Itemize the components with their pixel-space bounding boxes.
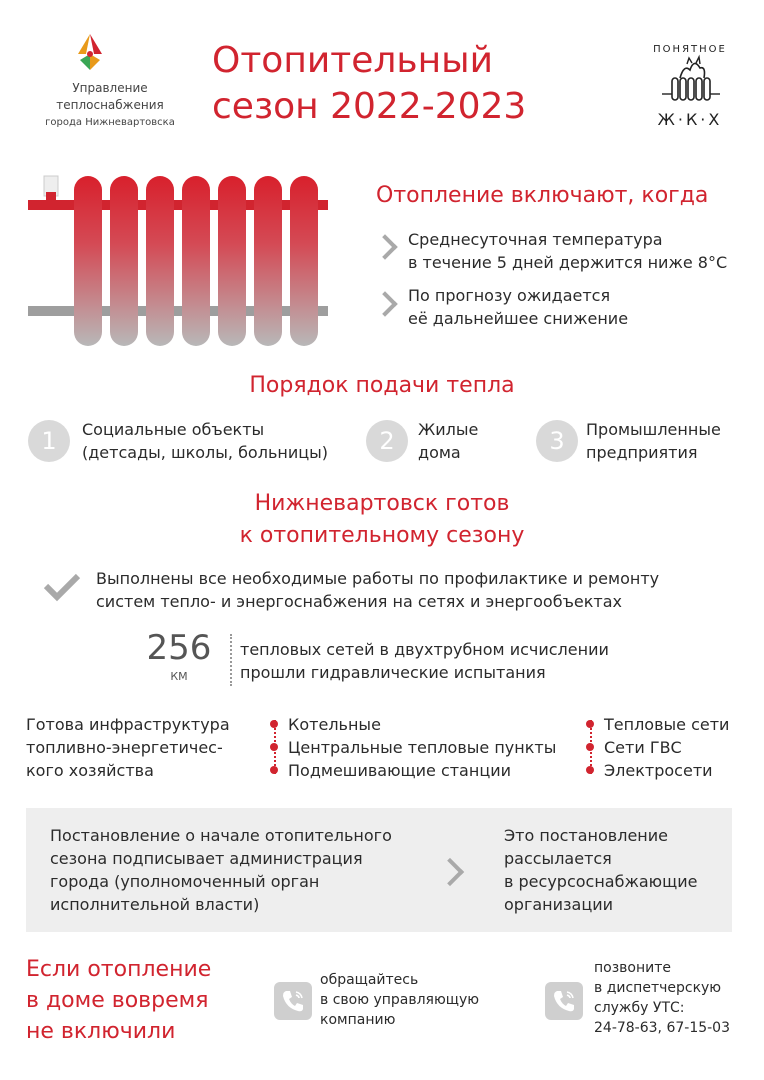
org-emblem-icon <box>66 30 114 74</box>
page-title <box>212 38 526 130</box>
decree-left-line-2: сезона подписывает администрация <box>50 849 363 868</box>
bullet-dot <box>270 766 278 774</box>
works-line-2: систем тепло- и энергоснабжения на сетях и энергообъектах <box>96 592 622 611</box>
infra-item: Сети ГВС <box>604 738 682 757</box>
footer-title-line-2: в доме вовремя <box>26 988 209 1013</box>
step-number-2: 2 <box>366 420 408 462</box>
contact-dispatch <box>594 958 730 1038</box>
infra-item: Котельные <box>288 715 381 734</box>
order-title: Порядок подачи тепла <box>249 373 515 398</box>
km-line-1: тепловых сетей в двухтрубном исчислении <box>240 640 609 659</box>
ready-title-line-2: к отопительному сезону <box>239 523 525 548</box>
decree-right-line-4: организации <box>504 895 614 914</box>
chevron-right-icon <box>436 858 464 886</box>
condition-1-line-1: Среднесуточная температура <box>408 230 663 249</box>
title-line-1: Отопительный <box>212 40 493 81</box>
step-number-1: 1 <box>28 420 70 462</box>
infra-col1 <box>288 713 556 782</box>
heating-on-title: Отопление включают, когда <box>376 183 709 208</box>
decree-panel <box>26 808 732 932</box>
km-unit: КМ <box>170 670 188 683</box>
org-line-2: теплоснабжения <box>56 98 164 112</box>
decree-right-line-3: в ресурсоснабжающие <box>504 872 698 891</box>
decree-left-line-3: города (уполномоченный орган <box>50 872 320 891</box>
km-divider <box>230 634 232 686</box>
step-2-line-1: Жилые <box>418 420 479 439</box>
contact1-line-3: компанию <box>320 1012 396 1028</box>
logo-right-top: ПОНЯТНОЕ <box>653 44 727 55</box>
understandable-zhkh-logo <box>640 44 740 134</box>
decree-right <box>504 824 697 916</box>
infra-label-line-1: Готова инфраструктура <box>26 715 230 734</box>
footer-title <box>26 954 211 1047</box>
footer-title-line-3: не включили <box>26 1019 176 1044</box>
decree-right-line-1: Это постановление <box>504 826 668 845</box>
step-1-line-1: Социальные объекты <box>82 420 265 439</box>
contact1-line-2: в свою управляющую <box>320 992 480 1008</box>
works-line-1: Выполнены все необходимые работы по профилактике и ремонту <box>96 569 660 588</box>
ready-title <box>0 488 764 552</box>
contact2-line-1: позвоните <box>594 960 671 976</box>
step-3-line-1: Промышленные <box>586 420 721 439</box>
chevron-right-icon <box>372 291 397 316</box>
km-description <box>240 638 609 684</box>
infra-label-line-2: топливно-энергетичес- <box>26 738 223 757</box>
radiator-illustration <box>24 168 334 352</box>
title-line-2: сезон 2022-2023 <box>212 86 527 127</box>
infra-label <box>26 713 230 782</box>
condition-1-line-2: в течение 5 дней держится ниже 8°С <box>408 253 728 272</box>
contact-management-company <box>320 970 479 1030</box>
checkmark-icon <box>42 572 82 602</box>
chevron-right-icon <box>372 234 397 259</box>
bullet-dot <box>586 720 594 728</box>
infra-item: Тепловые сети <box>604 715 730 734</box>
logo-right-bottom: Ж·К·Х <box>657 110 723 129</box>
step-2-line-2: дома <box>418 443 461 462</box>
bullet-dot <box>586 743 594 751</box>
ready-title-line-1: Нижневартовск готов <box>254 491 510 516</box>
org-line-3: города Нижневартовска <box>45 117 175 128</box>
infra-item: Подмешивающие станции <box>288 761 512 780</box>
decree-left-line-1: Постановление о начале отопительного <box>50 826 392 845</box>
infra-label-line-3: кого хозяйства <box>26 761 154 780</box>
phone-icon <box>274 982 312 1020</box>
heating-condition-2 <box>408 284 628 330</box>
bullet-dot <box>270 720 278 728</box>
heating-condition-1 <box>408 228 727 274</box>
phone-icon <box>545 982 583 1020</box>
step-1-line-2: (детсады, школы, больницы) <box>82 443 328 462</box>
km-line-2: прошли гидравлические испытания <box>240 663 546 682</box>
bullet-dot <box>270 743 278 751</box>
contact2-line-3: службу УТС: <box>594 1000 685 1016</box>
step-number-3: 3 <box>536 420 578 462</box>
decree-left <box>50 824 392 916</box>
contact1-line-1: обращайтесь <box>320 972 419 988</box>
step-1 <box>82 418 328 464</box>
infra-item: Электросети <box>604 761 713 780</box>
step-3 <box>586 418 721 464</box>
org-line-1: Управление <box>72 81 148 95</box>
condition-2-line-2: её дальнейшее снижение <box>408 309 629 328</box>
contact2-line-2: в диспетчерскую <box>594 980 722 996</box>
footer-title-line-1: Если отопление <box>26 957 212 982</box>
km-value: 256 <box>146 628 212 668</box>
condition-2-line-1: По прогнозу ожидается <box>408 286 611 305</box>
decree-right-line-2: рассылается <box>504 849 612 868</box>
step-3-line-2: предприятия <box>586 443 698 462</box>
decree-left-line-4: исполнительной власти) <box>50 895 260 914</box>
works-completed <box>96 567 659 613</box>
contact2-phone-numbers[interactable]: 24-78-63, 67-15-03 <box>594 1020 730 1036</box>
step-2 <box>418 418 478 464</box>
bullet-dot <box>586 766 594 774</box>
infra-item: Центральные тепловые пункты <box>288 738 557 757</box>
infra-col2 <box>604 713 729 782</box>
org-name <box>20 80 200 131</box>
